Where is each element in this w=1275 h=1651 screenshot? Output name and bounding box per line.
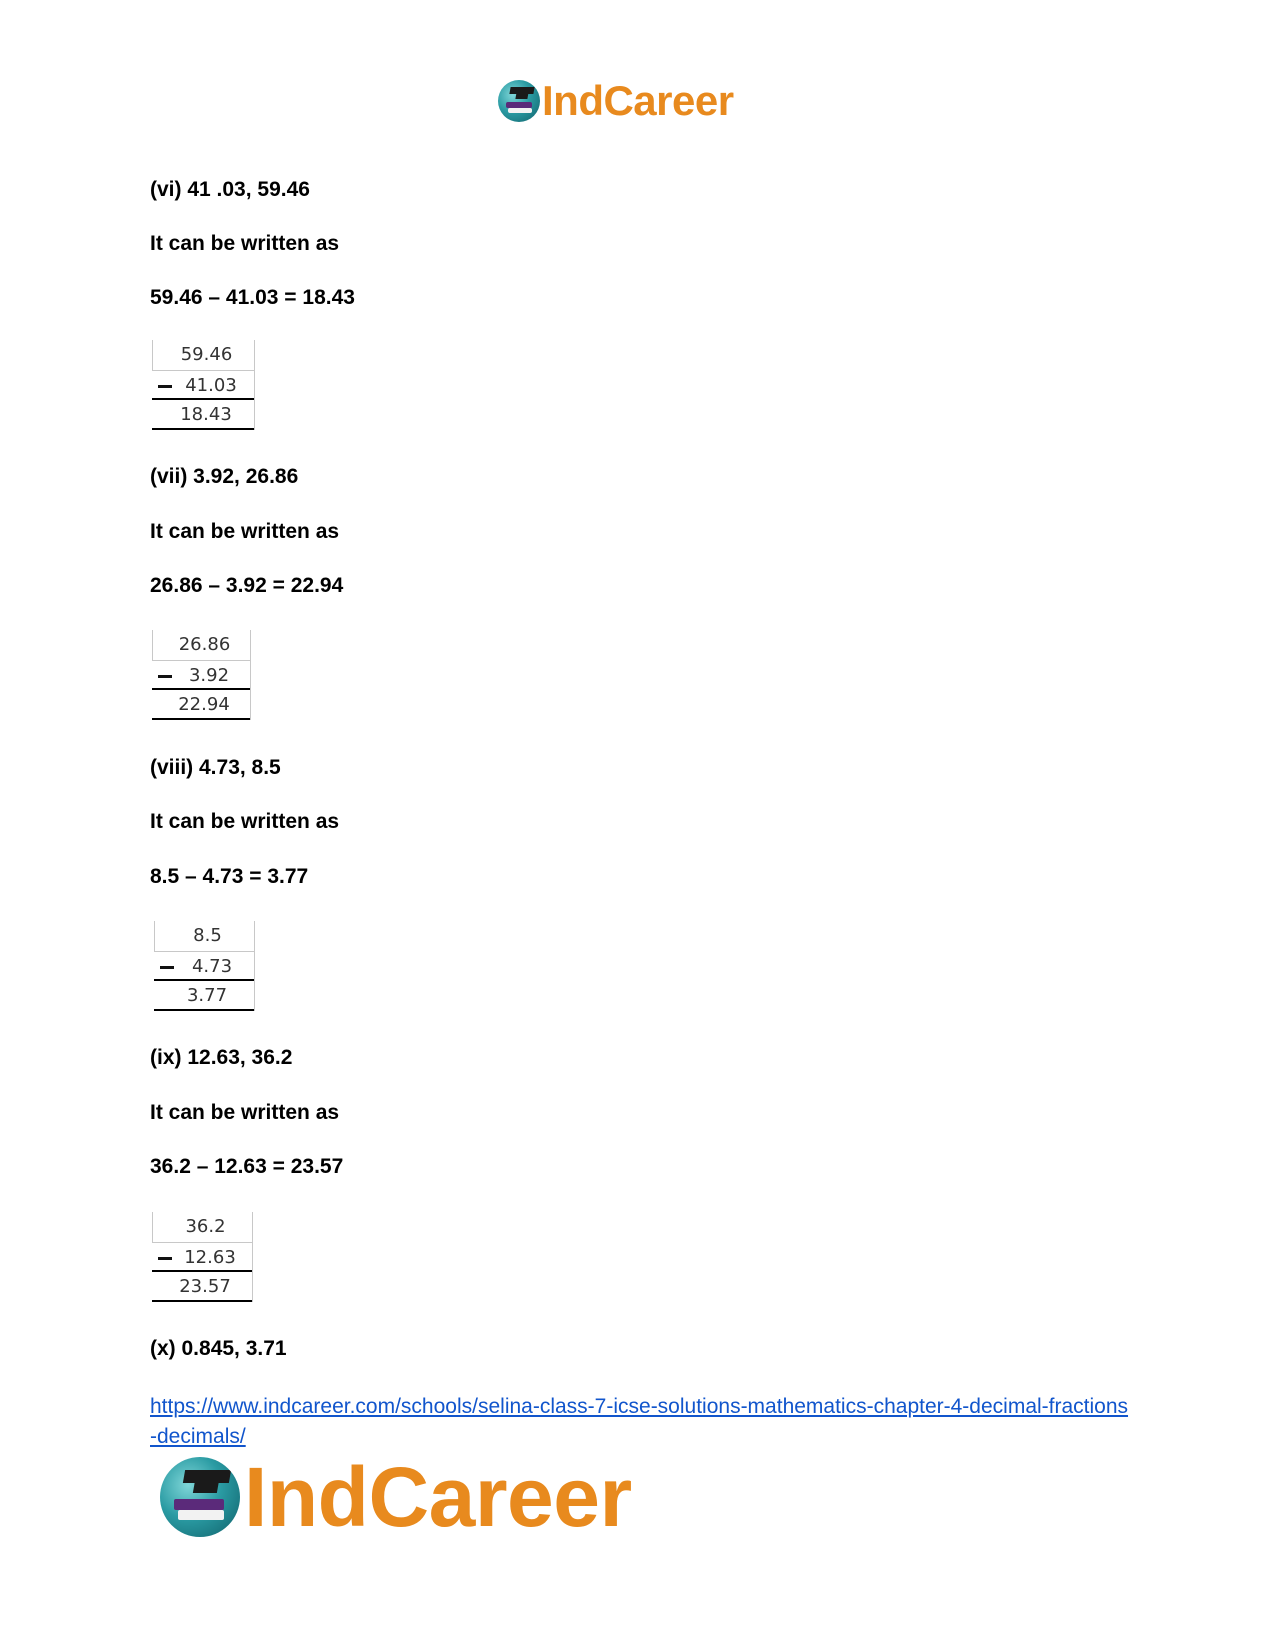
section-heading: (x) 0.845, 3.71 — [150, 1337, 287, 1360]
calc-top-value: 36.2 — [185, 1216, 226, 1237]
minus-sign-icon — [158, 385, 172, 388]
subtraction-table — [152, 630, 251, 720]
subtraction-table — [152, 340, 255, 430]
section-equation: 36.2 – 12.63 = 23.57 — [150, 1155, 344, 1178]
minus-sign-icon — [158, 675, 172, 678]
footer-logo-text: IndCareer — [244, 1450, 632, 1544]
minus-sign-icon — [160, 966, 174, 969]
section-equation: 8.5 – 4.73 = 3.77 — [150, 865, 309, 888]
calc-top-value: 26.86 — [178, 634, 231, 655]
calc-result-value: 23.57 — [179, 1276, 231, 1297]
calc-result-value: 3.77 — [186, 985, 228, 1006]
calc-minus-value: 12.63 — [184, 1247, 236, 1268]
section-intro: It can be written as — [150, 810, 340, 833]
subtraction-table — [154, 921, 255, 1011]
header-logo-text: IndCareer — [542, 77, 734, 124]
section-heading: (viii) 4.73, 8.5 — [150, 756, 281, 779]
globe-graduation-cap-icon — [160, 1457, 240, 1537]
section-intro: It can be written as — [150, 232, 340, 255]
globe-graduation-cap-icon — [498, 80, 540, 122]
calc-top-value: 8.5 — [193, 925, 222, 946]
calc-top-value: 59.46 — [180, 344, 233, 365]
calc-result-value: 22.94 — [178, 694, 230, 715]
section-heading: (vii) 3.92, 26.86 — [150, 465, 299, 488]
source-link[interactable]: https://www.indcareer.com/schools/selina-class-7-icse-solutions-mathematics-chapter-4-decimal-fractions-decimals/ — [150, 1395, 1129, 1448]
section-intro: It can be written as — [150, 1101, 340, 1124]
section-heading: (ix) 12.63, 36.2 — [150, 1046, 293, 1069]
section-equation: 26.86 – 3.92 = 22.94 — [150, 574, 344, 597]
calc-minus-value: 41.03 — [185, 375, 237, 396]
section-intro: It can be written as — [150, 520, 340, 543]
section-equation: 59.46 – 41.03 = 18.43 — [150, 286, 355, 309]
footer-logo — [160, 1450, 632, 1544]
calc-minus-value: 4.73 — [191, 956, 233, 977]
minus-sign-icon — [158, 1257, 172, 1260]
calc-result-value: 18.43 — [180, 404, 232, 425]
calc-minus-value: 3.92 — [188, 665, 230, 686]
header-logo — [498, 77, 734, 124]
section-heading: (vi) 41 .03, 59.46 — [150, 178, 310, 201]
subtraction-table — [152, 1212, 253, 1302]
